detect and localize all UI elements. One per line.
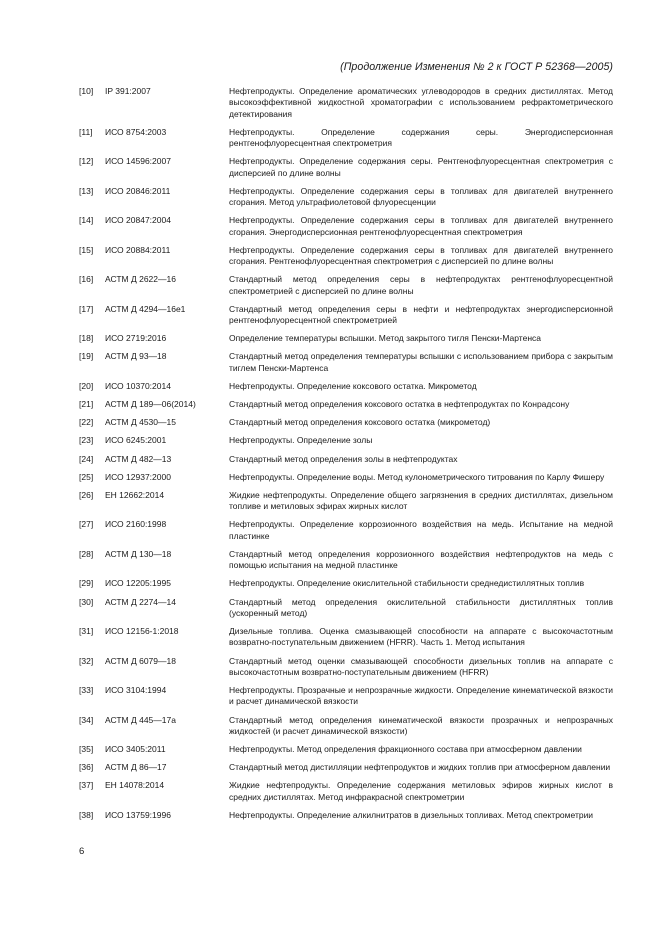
- reference-number: [13]: [79, 185, 94, 196]
- reference-code: АСТМ Д 2622—16: [105, 274, 176, 285]
- reference-title: Нефтепродукты. Определение окислительной стабильности среднедистиллятных топлив: [229, 578, 585, 589]
- reference-entry: [0, 274, 661, 297]
- reference-number: [28]: [79, 548, 94, 559]
- reference-number: [22]: [79, 417, 94, 428]
- reference-number: [33]: [79, 685, 94, 696]
- reference-entry: [0, 578, 661, 589]
- reference-title: Жидкие нефтепродукты. Определение общего загрязнения в средних дистиллятах, дизельном топливе и метиловых эфирах жирных кислот: [229, 489, 613, 512]
- reference-title: Стандартный метод оценки смазывающей способности дизельных топлив на аппарате с высокочастотным возвратно-поступательным движением (HFRR): [229, 655, 613, 677]
- continuation-header: (Продолжение Изменения № 2 к ГОСТ Р 52368—2005): [340, 61, 613, 73]
- reference-entry: [0, 810, 661, 821]
- reference-code: IP 391:2007: [105, 86, 151, 96]
- reference-title: Стандартный метод определения серы в нефтепродуктах рентгенофлуоресцентной спектрометрией с дисперсией по длине волны: [229, 274, 613, 296]
- reference-code: ИСО 12205:1995: [105, 578, 171, 589]
- reference-code: ИСО 6245:2001: [105, 435, 167, 446]
- reference-entry: [0, 435, 661, 446]
- reference-entry: [0, 472, 661, 483]
- reference-title: Стандартный метод дистилляции нефтепродуктов и жидких топлив при атмосферном давлении: [229, 762, 611, 773]
- reference-code: ИСО 12156-1:2018: [105, 626, 179, 637]
- reference-number: [17]: [79, 303, 94, 314]
- reference-number: [26]: [79, 489, 94, 500]
- reference-number: [20]: [79, 380, 94, 391]
- reference-title: Стандартный метод определения коксового остатка (микрометод): [229, 417, 491, 428]
- reference-title: Стандартный метод определения золы в нефтепродуктах: [229, 453, 458, 464]
- reference-number: [12]: [79, 156, 94, 167]
- reference-code: ИСО 20847:2004: [105, 215, 171, 226]
- reference-number: [31]: [79, 626, 94, 637]
- reference-entry: [0, 685, 661, 708]
- reference-number: [19]: [79, 351, 94, 362]
- reference-title: Нефтепродукты. Определение ароматических углеводородов в средних дистиллятах. Метод высокоэффективной жидкостной хроматографии с использованием рефрактометрического детектирования: [229, 86, 613, 119]
- reference-title: Нефтепродукты. Определение золы: [229, 435, 373, 446]
- reference-title: Стандартный метод определения температуры вспышки с использованием прибора с закрытым тиглем Пенски-Мартенса: [229, 351, 613, 373]
- reference-code: АСТМ Д 6079—18: [105, 655, 176, 666]
- reference-title: Нефтепродукты. Определение содержания серы в топливах для двигателей внутреннего сгорания. Энергодисперсионная рентгенофлуоресцентная спектрометрия: [229, 215, 613, 237]
- reference-title: Нефтепродукты. Определение содержания серы. Энергодисперсионная рентгенофлуоресцентная спектрометрия: [229, 126, 613, 149]
- reference-number: [35]: [79, 744, 94, 755]
- reference-code: ИСО 8754:2003: [105, 126, 167, 137]
- reference-code: АСТМ Д 2274—14: [105, 596, 176, 607]
- reference-entry: [0, 333, 661, 344]
- reference-entry: [0, 127, 661, 150]
- reference-list: [0, 86, 661, 828]
- reference-entry: [0, 186, 661, 209]
- reference-entry: [0, 215, 661, 238]
- reference-number: [30]: [79, 596, 94, 607]
- reference-number: [27]: [79, 519, 94, 530]
- reference-code: ИСО 10370:2014: [105, 380, 171, 391]
- reference-number: [24]: [79, 453, 94, 464]
- reference-code: АСТМ Д 4294—16e1: [105, 303, 186, 314]
- reference-code: ИСО 14596:2007: [105, 156, 171, 167]
- reference-number: [38]: [79, 809, 94, 820]
- reference-entry: [0, 656, 661, 679]
- reference-number: [34]: [79, 714, 94, 725]
- page-number: 6: [79, 846, 85, 857]
- reference-title: Дизельные топлива. Оценка смазывающей способности на аппарате с высокочастотным возвратно-поступательным движением (HFRR). Часть 1. Метод испытания: [229, 626, 613, 648]
- reference-entry: [0, 715, 661, 738]
- reference-code: ИСО 12937:2000: [105, 471, 171, 482]
- reference-code: ЕН 14078:2014: [105, 780, 165, 791]
- reference-code: АСТМ Д 189—06(2014): [105, 399, 196, 410]
- reference-title: Нефтепродукты. Определение содержания серы в топливах для двигателей внутреннего сгорания. Метод ультрафиолетовой флуоресценции: [229, 185, 613, 208]
- reference-title: Определение температуры вспышки. Метод закрытого тигля Пенски-Мартенса: [229, 333, 541, 344]
- reference-entry: [0, 351, 661, 374]
- reference-entry: [0, 156, 661, 179]
- reference-number: [18]: [79, 333, 94, 344]
- reference-code: АСТМ Д 482—13: [105, 453, 172, 464]
- reference-code: ИСО 3104:1994: [105, 685, 167, 696]
- reference-title: Стандартный метод определения серы в нефти и нефтепродуктах энергодисперсионной рентгенофлуоресцентной спектрометрией: [229, 303, 613, 325]
- reference-code: АСТМ Д 86—17: [105, 762, 167, 773]
- reference-entry: [0, 762, 661, 773]
- reference-entry: [0, 399, 661, 410]
- reference-entry: [0, 549, 661, 572]
- reference-entry: [0, 304, 661, 327]
- reference-entry: [0, 597, 661, 620]
- reference-number: [15]: [79, 244, 94, 255]
- reference-entry: [0, 519, 661, 542]
- reference-code: ЕН 12662:2014: [105, 489, 165, 500]
- reference-code: ИСО 13759:1996: [105, 809, 171, 820]
- reference-code: АСТМ Д 93—18: [105, 351, 167, 362]
- reference-number: [25]: [79, 471, 94, 482]
- reference-code: ИСО 2160:1998: [105, 519, 167, 530]
- reference-entry: [0, 626, 661, 649]
- reference-entry: [0, 381, 661, 392]
- reference-code: АСТМ Д 445—17а: [105, 714, 176, 725]
- reference-entry: [0, 86, 661, 120]
- reference-title: Нефтепродукты. Определение воды. Метод кулонометрического титрования по Карлу Фишеру: [229, 471, 605, 482]
- reference-code: АСТМ Д 4530—15: [105, 417, 176, 428]
- reference-code: ИСО 20884:2011: [105, 244, 171, 255]
- reference-title: Стандартный метод определения окислительной стабильности дистиллятных топлив (ускоренный метод): [229, 596, 613, 618]
- reference-number: [16]: [79, 274, 94, 285]
- reference-code: ИСО 3405:2011: [105, 744, 166, 755]
- reference-number: [37]: [79, 780, 94, 791]
- reference-title: Жидкие нефтепродукты. Определение содержания метиловых эфиров жирных кислот в средних дистиллятах. Метод инфракрасной спектрометрии: [229, 780, 613, 802]
- reference-entry: [0, 780, 661, 803]
- reference-title: Нефтепродукты. Метод определения фракционного состава при атмосферном давлении: [229, 744, 582, 755]
- reference-number: [10]: [79, 86, 94, 96]
- reference-number: [29]: [79, 578, 94, 589]
- reference-title: Нефтепродукты. Определение алкилнитратов в дизельных топливах. Метод спектрометрии: [229, 809, 594, 820]
- reference-title: Нефтепродукты. Определение коксового остатка. Микрометод: [229, 380, 477, 391]
- reference-code: ИСО 20846:2011: [105, 185, 171, 196]
- reference-entry: [0, 454, 661, 465]
- reference-title: Стандартный метод определения коксового остатка в нефтепродуктах по Конрадсону: [229, 399, 570, 410]
- reference-title: Стандартный метод определения коррозионного воздействия нефтепродуктов на медь с помощью испытания на медной пластинке: [229, 548, 613, 571]
- reference-number: [14]: [79, 215, 94, 226]
- reference-title: Нефтепродукты. Определение коррозионного воздействия на медь. Испытание на медной пластинке: [229, 519, 613, 541]
- reference-code: ИСО 2719:2016: [105, 333, 167, 344]
- reference-number: [21]: [79, 399, 94, 410]
- reference-title: Нефтепродукты. Определение содержания серы в топливах для двигателей внутреннего сгорания. Рентгенофлуоресцентная спектрометрия с дисперсией по длине волны: [229, 244, 613, 267]
- reference-number: [32]: [79, 655, 94, 666]
- reference-entry: [0, 417, 661, 428]
- reference-title: Нефтепродукты. Прозрачные и непрозрачные жидкости. Определение кинематической вязкости и расчет динамической вязкости: [229, 685, 613, 707]
- reference-title: Нефтепродукты. Определение содержания серы. Рентгенофлуоресцентная спектрометрия с дисперсией по длине волны: [229, 156, 613, 178]
- reference-number: [36]: [79, 762, 94, 773]
- reference-title: Стандартный метод определения кинематической вязкости прозрачных и непрозрачных жидкостей (и расчет динамической вязкости): [229, 714, 613, 736]
- reference-entry: [0, 245, 661, 268]
- reference-entry: [0, 490, 661, 513]
- reference-number: [11]: [79, 126, 93, 137]
- reference-number: [23]: [79, 435, 94, 446]
- reference-code: АСТМ Д 130—18: [105, 548, 172, 559]
- reference-entry: [0, 744, 661, 755]
